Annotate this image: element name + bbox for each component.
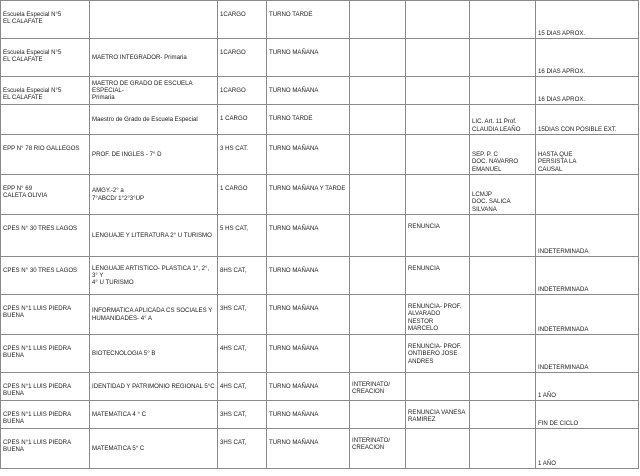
replaced-cell [470,39,536,77]
subject-cell: INFORMATICA APLICADA CS SOCIALES Y HUMANIDADES- 4° A [90,295,218,335]
reason-cell [406,77,470,105]
position-cell: INTERINATO/ CREACION [350,373,406,401]
shift-cell: TURNO MAÑANA [267,257,350,295]
shift-cell: TURNO MAÑANA [267,335,350,373]
table-row [1,105,639,135]
table-row [1,215,639,257]
subject-cell: MAETRO DE GRADO DE ESCUELA ESPECIAL- Primaria [90,77,218,105]
replaced-cell [470,429,536,469]
table-row [1,39,639,77]
load-cell: 5 HS CAT, [218,215,267,257]
load-cell: 3 HS CAT. [218,135,267,175]
load-cell: 3HS CAT, [218,429,267,469]
duration-cell: INDETERMINADA [536,335,639,373]
reason-cell: RENUNCIA VANESA RAMIREZ [406,401,470,429]
load-cell: 3HS CAT, [218,295,267,335]
shift-cell: TURNO MAÑANA [267,373,350,401]
load-cell: 4HS CAT, [218,335,267,373]
subject-cell [90,1,218,39]
load-cell: 1CARGO [218,39,267,77]
shift-cell: TURNO MAÑANA Y TARDE [267,175,350,215]
replaced-cell [470,335,536,373]
position-cell [350,105,406,135]
duration-cell [536,175,639,215]
reason-cell: RENUNCIA [406,257,470,295]
shift-cell: TURNO MAÑANA [267,295,350,335]
reason-cell [406,39,470,77]
load-cell: 1CARGO [218,1,267,39]
shift-cell: TURNO MAÑANA [267,401,350,429]
load-cell: 1 CARGO [218,175,267,215]
school-cell: EPP N° 69 CALETA OLIVIA [1,175,90,215]
table-row [1,1,639,39]
reason-cell: RENUNCIA [406,215,470,257]
school-cell: CPES N°1 LUIS PIEDRA BUENA [1,295,90,335]
shift-cell: TURNO MAÑANA [267,39,350,77]
school-cell: Escuela Especial N°5 EL CALAFATE [1,39,90,77]
school-cell: CPES N°1 LUIS PIEDRA BUENA [1,429,90,469]
replaced-cell [470,373,536,401]
replaced-cell [470,1,536,39]
table-row [1,401,639,429]
duration-cell: 1 AÑO [536,429,639,469]
position-cell [350,1,406,39]
reason-cell [406,373,470,401]
position-cell [350,295,406,335]
duration-cell: INDETERMINADA [536,257,639,295]
position-cell: INTERINATO/ CREACION [350,429,406,469]
duration-cell: FIN DE CICLO [536,401,639,429]
position-cell [350,215,406,257]
reason-cell [406,135,470,175]
shift-cell: TURNO MAÑANA [267,215,350,257]
subject-cell: LENGUAJE ARTISTICO- PLASTICA 1°, 2°, 3° Y 4° U TURISMO [90,257,218,295]
position-cell [350,401,406,429]
school-cell: Escuela Especial N°5 EL CALAFATE [1,77,90,105]
duration-cell: 16 DIAS APROX. [536,39,639,77]
table-row [1,295,639,335]
shift-cell: TURNO TARDE [267,105,350,135]
school-cell: EPP N° 78 RIO GALLEGOS [1,135,90,175]
subject-cell: BIOTECNOLOGIA 5° B [90,335,218,373]
reason-cell [406,175,470,215]
table-row [1,335,639,373]
position-cell [350,335,406,373]
replaced-cell [470,215,536,257]
table-row [1,257,639,295]
table-row [1,373,639,401]
subject-cell: PROF. DE INGLES - 7° D [90,135,218,175]
load-cell: 3HS CAT, [218,401,267,429]
subject-cell: IDENTIDAD Y PATRIMONIO REGIONAL 5°C [90,373,218,401]
position-cell [350,135,406,175]
replaced-cell [470,295,536,335]
shift-cell: TURNO TARDE [267,1,350,39]
shift-cell: TURNO MAÑANA [267,135,350,175]
position-cell [350,175,406,215]
duration-cell: INDETERMINADA [536,215,639,257]
duration-cell: 16 DIAS APROX. [536,77,639,105]
reason-cell [406,105,470,135]
school-cell: CPES N°1 LUIS PIEDRA BUENA [1,335,90,373]
position-cell [350,77,406,105]
load-cell: 1 CARGO [218,105,267,135]
replaced-cell [470,257,536,295]
replaced-cell: SEP. P. C DOC. NAVARRO EMANUEL [470,135,536,175]
shift-cell: TURNO MAÑANA [267,77,350,105]
subject-cell: Maestro de Grado de Escuela Especial [90,105,218,135]
subject-cell: LENGUAJE Y LITERATURA 2° U TURISMO [90,215,218,257]
school-cell: CPES N° 30 TRES LAGOS [1,215,90,257]
reason-cell [406,429,470,469]
subject-cell: MATEMATICA 4 ° C [90,401,218,429]
replaced-cell: LCMJP DOC. SALICA SILVANA [470,175,536,215]
subject-cell: AMGY.-2° a 7°ABCD/ 1°2°3°UP [90,175,218,215]
replaced-cell [470,401,536,429]
shift-cell: TURNO MAÑANA [267,429,350,469]
school-cell: Escuela Especial N°5 EL CALAFATE [1,1,90,39]
position-cell [350,257,406,295]
replaced-cell: LIC. Art. 11 Prof. CLAUDIA LEAÑO [470,105,536,135]
school-cell: CPES N°1 LUIS PIEDRA BUENA [1,373,90,401]
load-cell: 1CARGO [218,77,267,105]
reason-cell: RENUNCIA- PROF. ALVARADO NESTOR MARCELO [406,295,470,335]
table-row [1,175,639,215]
load-cell: 8HS CAT, [218,257,267,295]
subject-cell: MAETRO INTEGRADOR- Primaria [90,39,218,77]
school-cell: CPES N°1 LUIS PIEDRA BUENA [1,401,90,429]
duration-cell: 1 AÑO [536,373,639,401]
table-row [1,135,639,175]
replaced-cell [470,77,536,105]
duration-cell: 15DIAS CON POSIBLE EXT. [536,105,639,135]
subject-cell: MATEMATICA 5° C [90,429,218,469]
load-cell: 4HS CAT, [218,373,267,401]
reason-cell: RENUNCIA- PROF. ONTIBERO JOSE ANDRES [406,335,470,373]
duration-cell: INDETERMINADA [536,295,639,335]
school-cell: CPES N° 30 TRES LAGOS [1,257,90,295]
reason-cell [406,1,470,39]
position-cell [350,39,406,77]
school-cell [1,105,90,135]
duration-cell: HASTA QUE PERSISTA LA CAUSAL [536,135,639,175]
table-row [1,77,639,105]
duration-cell: 15 DIAS APROX. [536,1,639,39]
table-row [1,429,639,469]
